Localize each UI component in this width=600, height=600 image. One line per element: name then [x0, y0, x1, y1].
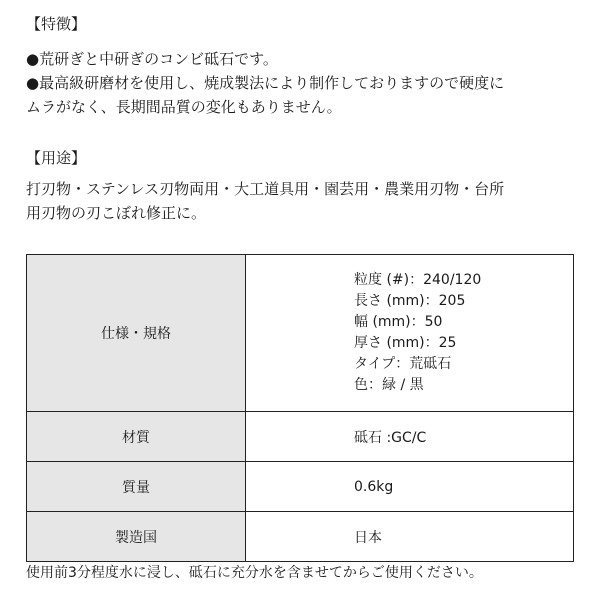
table-row-weight	[27, 462, 574, 512]
material-label: 材質	[27, 412, 246, 462]
spec-thickness: 厚さ (mm)：25	[354, 335, 457, 351]
table-row-origin	[27, 512, 574, 562]
usage-note: 使用前3分程度水に浸し、砥石に充分水を含ませてからご使用ください。	[26, 565, 483, 581]
table-row-material	[27, 412, 574, 462]
spec-width: 幅 (mm)：50	[354, 314, 443, 330]
features-text	[26, 47, 504, 119]
usage-line: 打刃物・ステンレス刃物両用・大工道具用・園芸用・農業用刃物・台所	[26, 180, 505, 198]
usage-text	[26, 177, 504, 225]
origin-label: 製造国	[27, 512, 246, 562]
spec-grit: 粒度 (#)：240/120	[354, 272, 482, 288]
spec-length: 長さ (mm)：205	[354, 293, 466, 309]
origin-value: 日本	[246, 512, 574, 562]
usage-line: 用刃物の刃こぼれ修正に。	[26, 204, 207, 222]
spec-type: タイプ：荒砥石	[354, 356, 452, 372]
spec-label: 仕様・規格	[27, 255, 246, 412]
weight-value: 0.6kg	[246, 462, 574, 512]
spec-value	[246, 255, 574, 412]
weight-label: 質量	[27, 462, 246, 512]
features-heading: 【特徴】	[26, 15, 87, 33]
features-line: ●荒研ぎと中研ぎのコンビ砥石です。	[26, 50, 278, 68]
usage-heading: 【用途】	[26, 149, 87, 167]
spec-color: 色：緑 / 黒	[354, 377, 424, 393]
material-value: 砥石 :GC/C	[246, 412, 574, 462]
table-row-spec	[27, 255, 574, 412]
features-line: ムラがなく、長期間品質の変化もありません。	[26, 98, 342, 116]
features-line: ●最高級研磨材を使用し、焼成製法により制作しておりますので硬度に	[26, 74, 505, 92]
spec-table	[26, 254, 574, 562]
